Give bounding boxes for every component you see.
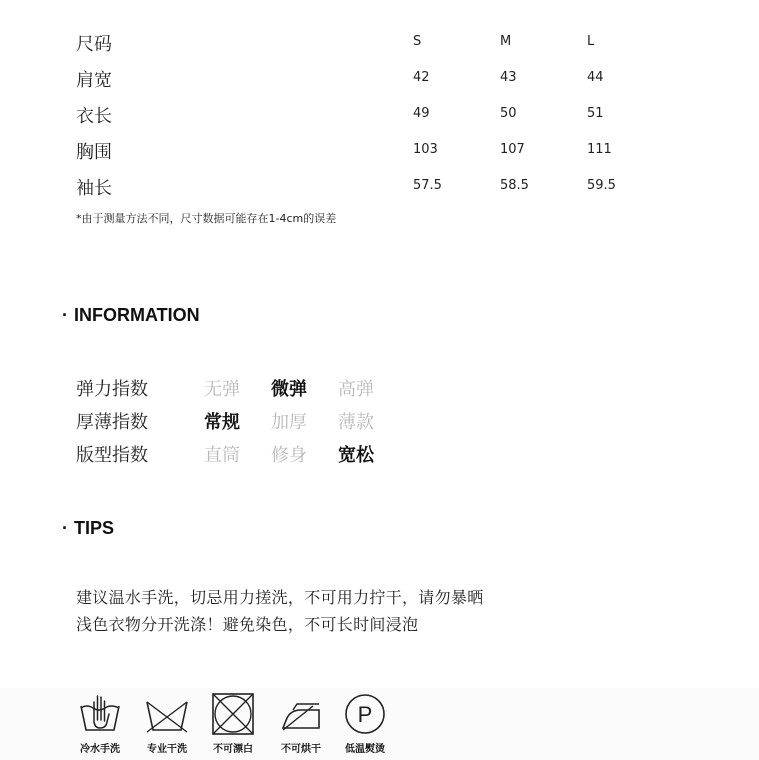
info-option: 微弹	[271, 379, 307, 400]
size-cell: 103	[413, 142, 438, 157]
size-cell: 58.5	[500, 178, 529, 193]
no-bleach-icon	[211, 692, 255, 736]
size-cell: 43	[500, 70, 517, 85]
size-row-label: 尺码	[76, 34, 112, 55]
size-cell: 42	[413, 70, 430, 85]
info-option: 宽松	[338, 445, 374, 466]
info-option: 修身	[271, 445, 307, 466]
size-cell: 50	[500, 106, 517, 121]
size-cell: S	[413, 34, 422, 49]
size-cell: M	[500, 34, 512, 49]
info-option: 加厚	[271, 412, 307, 433]
info-row-label: 厚薄指数	[76, 412, 148, 433]
tips-heading-text: TIPS	[74, 518, 115, 538]
care-label: 专业干洗	[147, 744, 187, 755]
tips-line: 建议温水手洗，切忌用力搓洗，不可用力拧干，请勿暴晒	[76, 588, 484, 607]
heading-bullet: ·	[62, 305, 68, 325]
size-cell: 59.5	[587, 178, 616, 193]
heading-bullet: ·	[62, 518, 68, 538]
size-row-label: 衣长	[76, 106, 112, 127]
info-option: 直筒	[204, 445, 240, 466]
info-row-label: 版型指数	[76, 445, 148, 466]
hand-wash-icon	[78, 692, 122, 736]
care-label: 冷水手洗	[80, 744, 120, 755]
size-cell: 51	[587, 106, 604, 121]
size-cell: L	[587, 34, 595, 49]
care-label: 不可烘干	[281, 744, 321, 755]
info-option: 常规	[204, 412, 240, 433]
size-cell: 49	[413, 106, 430, 121]
size-row-label: 胸围	[76, 142, 112, 163]
info-option: 高弹	[338, 379, 374, 400]
info-row-label: 弹力指数	[76, 379, 148, 400]
size-footnote: *由于测量方法不同，尺寸数据可能存在1-4cm的误差	[76, 212, 337, 225]
tips-heading	[62, 518, 114, 539]
size-cell: 44	[587, 70, 604, 85]
size-cell: 111	[587, 142, 612, 157]
no-tumble-dry-icon	[279, 692, 323, 736]
info-option: 无弹	[204, 379, 240, 400]
care-symbol-text: P	[357, 702, 373, 727]
info-option: 薄款	[338, 412, 374, 433]
size-cell: 107	[500, 142, 525, 157]
tips-line: 浅色衣物分开洗涤！避免染色，不可长时间浸泡	[76, 615, 419, 634]
information-heading	[62, 305, 200, 326]
size-row-label: 袖长	[76, 178, 112, 199]
size-row-label: 肩宽	[76, 70, 112, 91]
care-label: 不可漂白	[213, 744, 253, 755]
size-cell: 57.5	[413, 178, 442, 193]
low-temp-iron-icon	[343, 692, 387, 736]
care-label: 低温熨烫	[345, 744, 385, 755]
professional-dry-clean-icon	[145, 692, 189, 736]
information-heading-text: INFORMATION	[74, 305, 200, 325]
